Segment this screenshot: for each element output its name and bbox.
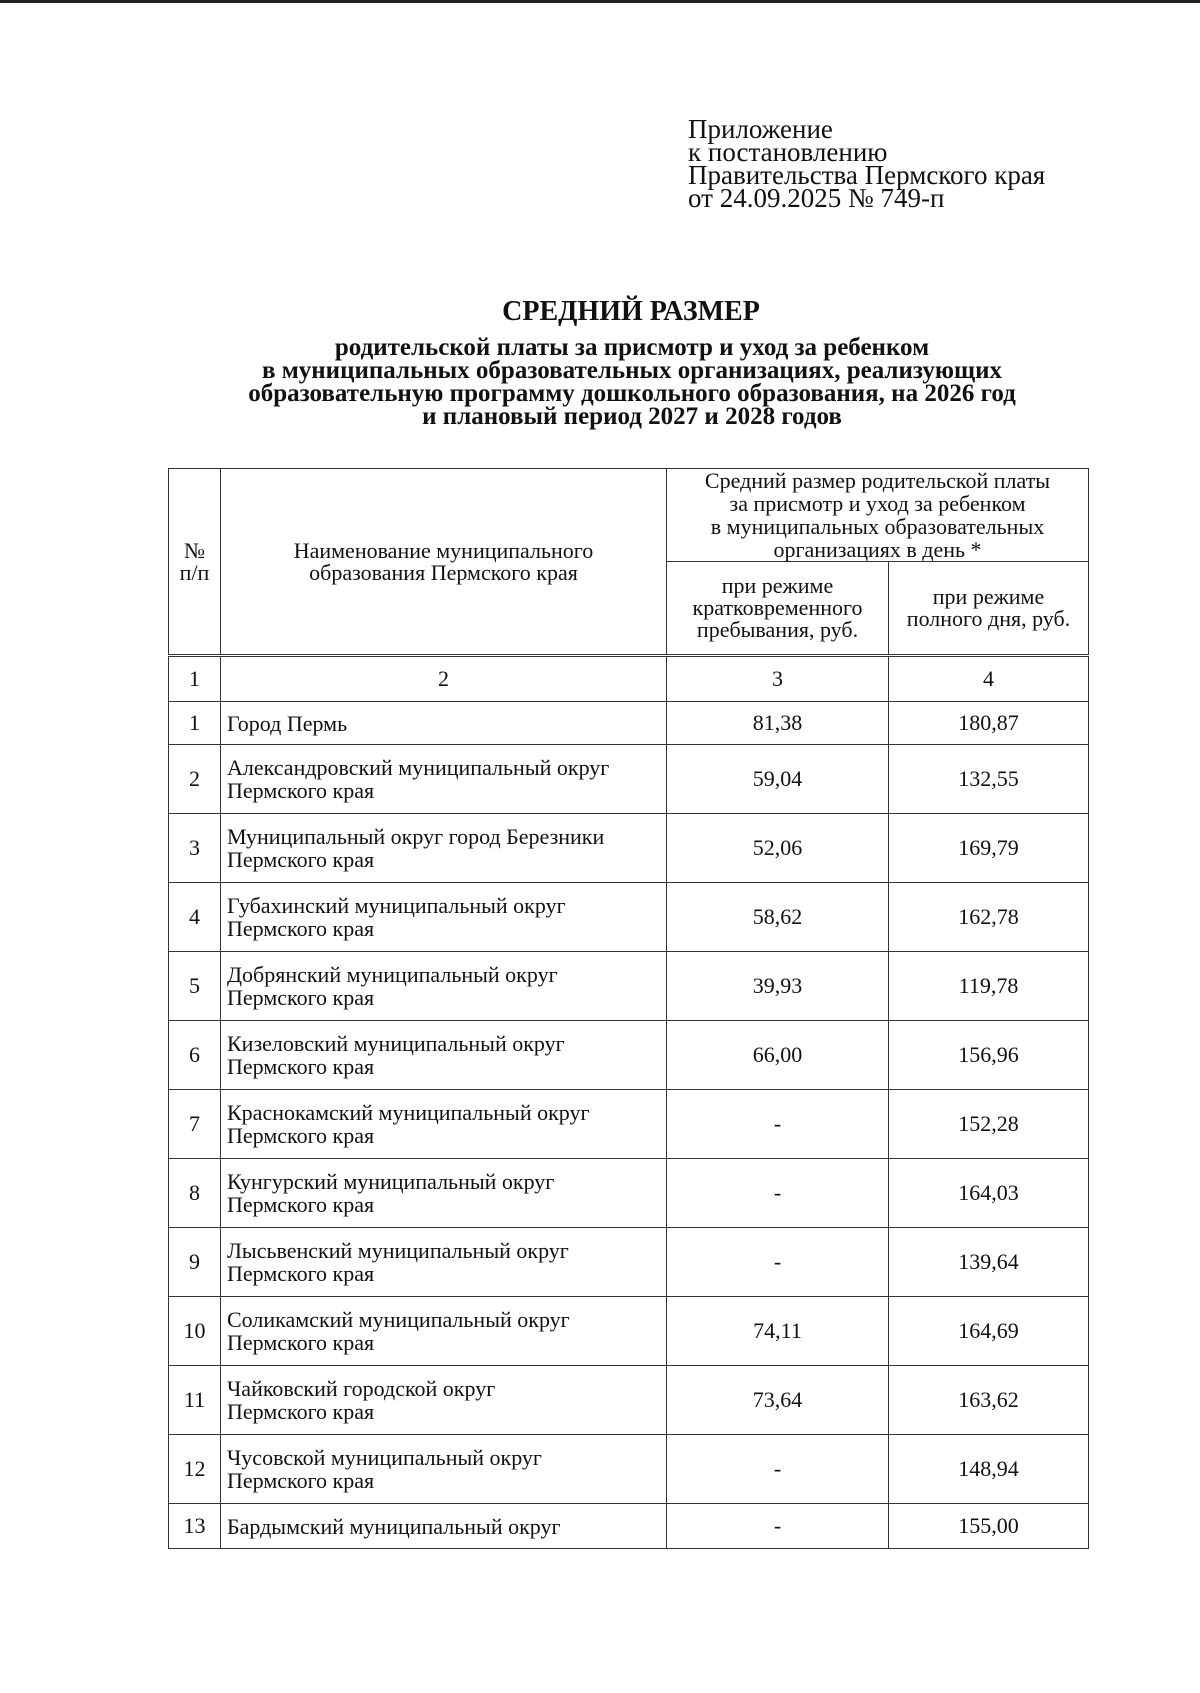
appendix-line: к постановлению [688,137,888,167]
full-day-fee: 162,78 [889,883,1089,952]
full-day-fee: 169,79 [889,814,1089,883]
column-number: 3 [667,656,889,702]
short-stay-fee: 59,04 [667,745,889,814]
municipality-name: Кизеловский муниципальный округ Пермского края [221,1021,667,1090]
table-row [169,745,1089,814]
column-number-row [169,656,1089,702]
header-full-day: при режиме полного дня, руб. [889,562,1089,656]
municipality-name: Чусовской муниципальный округ Пермского края [221,1435,667,1504]
row-number: 11 [169,1366,221,1435]
row-number: 1 [169,702,221,745]
subtitle-line: и плановый период 2027 и 2028 годов [422,403,842,430]
row-number: 3 [169,814,221,883]
full-day-fee: 119,78 [889,952,1089,1021]
table-row [169,952,1089,1021]
subtitle-line: родительской платы за присмотр и уход за ребенком [334,334,930,361]
document-title: СРЕДНИЙ РАЗМЕР [502,296,760,327]
municipality-name: Муниципальный округ город Березники Пермского края [221,814,667,883]
municipality-name: Александровский муниципальный округ Пермского края [221,745,667,814]
appendix-decree-line: от 24.09.2025 № 749-п [688,183,945,213]
full-day-fee: 152,28 [889,1090,1089,1159]
row-number: 4 [169,883,221,952]
table-row [169,702,1089,745]
municipality-name: Город Пермь [221,702,667,745]
municipality-name: Лысьвенский муниципальный округ Пермского края [221,1228,667,1297]
short-stay-fee: - [667,1228,889,1297]
header-average-fee: Средний размер родительской платы за присмотр и уход за ребенком в муниципальных образовательных организациях в день * [667,469,1089,562]
table-row [169,1090,1089,1159]
full-day-fee: 156,96 [889,1021,1089,1090]
table-row [169,1021,1089,1090]
row-number: 2 [169,745,221,814]
header-short-stay: при режиме кратковременного пребывания, руб. [667,562,889,656]
full-day-fee: 148,94 [889,1435,1089,1504]
short-stay-fee: 81,38 [667,702,889,745]
municipality-name: Краснокамский муниципальный округ Пермского края [221,1090,667,1159]
table-row [169,883,1089,952]
short-stay-fee: - [667,1159,889,1228]
short-stay-fee: 58,62 [667,883,889,952]
full-day-fee: 180,87 [889,702,1089,745]
header-municipality: Наименование муниципального образования Пермского края [221,469,667,656]
row-number: 6 [169,1021,221,1090]
full-day-fee: 164,03 [889,1159,1089,1228]
header-number: № п/п [169,469,221,656]
table-row [169,1159,1089,1228]
fee-table [168,468,1089,1549]
table-row [169,1504,1089,1549]
column-number: 4 [889,656,1089,702]
row-number: 9 [169,1228,221,1297]
full-day-fee: 155,00 [889,1504,1089,1549]
table-row [169,1297,1089,1366]
appendix-line: Приложение [688,114,833,144]
column-number: 1 [169,656,221,702]
short-stay-fee: 74,11 [667,1297,889,1366]
short-stay-fee: - [667,1504,889,1549]
appendix-line: Правительства Пермского края [688,160,1046,190]
subtitle-line: в муниципальных образовательных организациях, реализующих [261,357,1002,384]
full-day-fee: 139,64 [889,1228,1089,1297]
full-day-fee: 163,62 [889,1366,1089,1435]
row-number: 7 [169,1090,221,1159]
table-row [169,1228,1089,1297]
municipality-name: Соликамский муниципальный округ Пермского края [221,1297,667,1366]
row-number: 5 [169,952,221,1021]
short-stay-fee: 73,64 [667,1366,889,1435]
appendix-block [688,114,1046,213]
table-row [169,1435,1089,1504]
table-row [169,814,1089,883]
short-stay-fee: 52,06 [667,814,889,883]
row-number: 10 [169,1297,221,1366]
full-day-fee: 132,55 [889,745,1089,814]
full-day-fee: 164,69 [889,1297,1089,1366]
short-stay-fee: - [667,1435,889,1504]
short-stay-fee: 66,00 [667,1021,889,1090]
municipality-name: Добрянский муниципальный округ Пермского края [221,952,667,1021]
row-number: 12 [169,1435,221,1504]
row-number: 8 [169,1159,221,1228]
municipality-name: Бардымский муниципальный округ [221,1504,667,1549]
municipality-name: Губахинский муниципальный округ Пермского края [221,883,667,952]
short-stay-fee: - [667,1090,889,1159]
row-number: 13 [169,1504,221,1549]
top-edge-rule [0,0,1200,3]
table-row [169,1366,1089,1435]
municipality-name: Чайковский городской округ Пермского края [221,1366,667,1435]
subtitle-line: образовательную программу дошкольного образования, на 2026 год [248,380,1016,407]
municipality-name: Кунгурский муниципальный округ Пермского края [221,1159,667,1228]
document-subtitle [150,336,1114,428]
short-stay-fee: 39,93 [667,952,889,1021]
column-number: 2 [221,656,667,702]
